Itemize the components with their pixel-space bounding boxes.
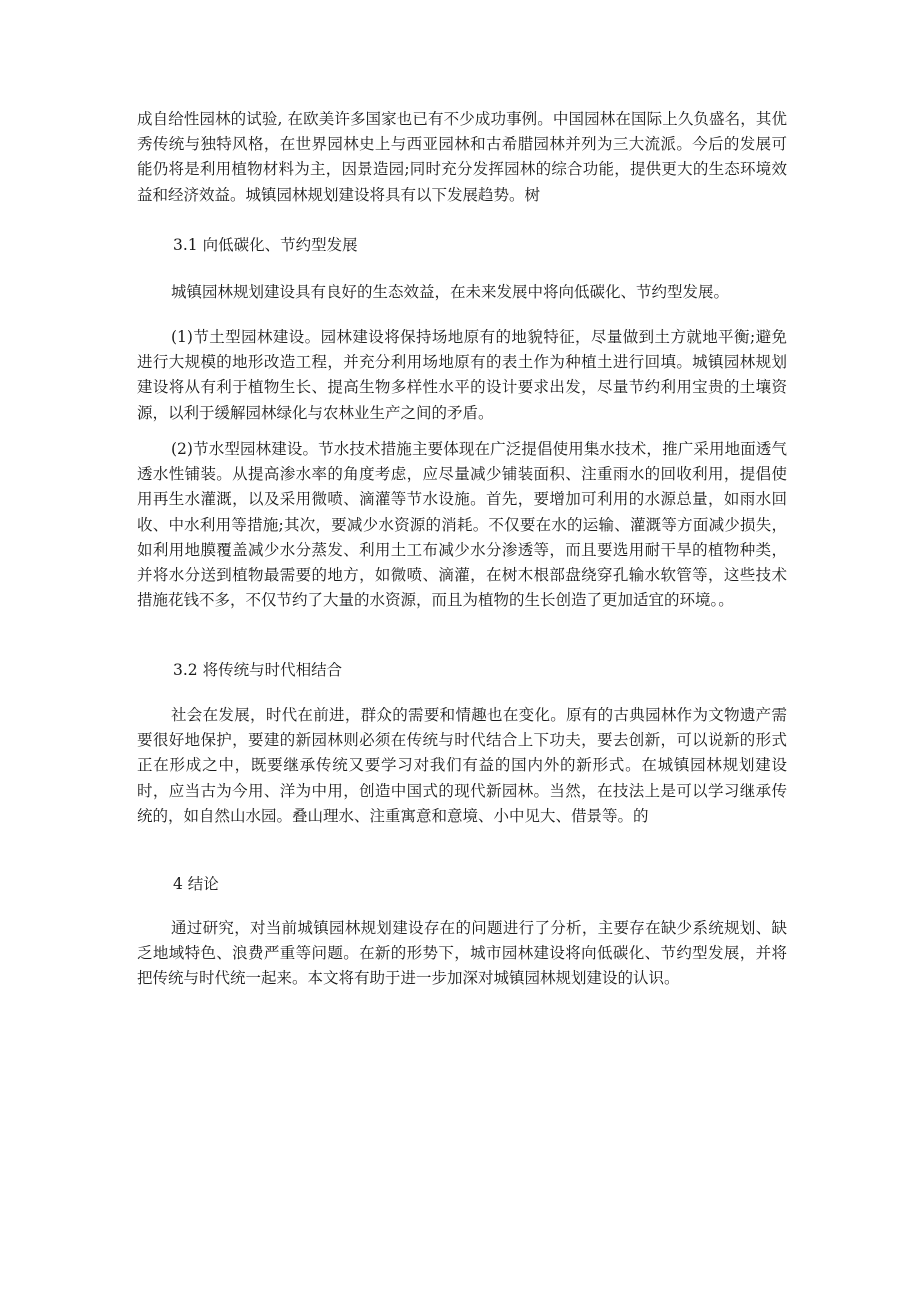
section-3-1-paragraph-1: 城镇园林规划建设具有良好的生态效益，在未来发展中将向低碳化、节约型发展。	[171, 283, 730, 301]
intro-paragraph: 成自给性园林的试验, 在欧美许多国家也已有不少成功事例。中国园林在国际上久负盛名，其优秀传统与独特风格，在世界园林史上与西亚园林和古希腊园林并列为三大流派。今后的发展可能仍将是利用植物材料为主，因景造园;同时充分发挥园林的综合功能，提供更大的生态环境效益和经济效益。城镇园林规划建设将具有以下发展趋势。树	[137, 110, 787, 204]
section-3-1-paragraph-3: (2)节水型园林建设。节水技术措施主要体现在广泛提倡使用集水技术，推广采用地面透气透水性铺装。从提高渗水率的角度考虑，应尽量减少铺装面积、注重雨水的回收利用，提倡使用再生水灌溉，以及采用微喷、滴灌等节水设施。首先，要增加可利用的水源总量，如雨水回收、中水利用等措施;其次，要减少水资源的消耗。不仅要在水的运输、灌溉等方面减少损失，如利用地膜覆盖减少水分蒸发、利用土工布减少水分渗透等，而且要选用耐干旱的植物种类，并将水分送到植物最需要的地方，如微喷、滴灌，在树木根部盘绕穿孔输水软管等，这些技术措施花钱不多，不仅节约了大量的水资源，而且为植物的生长创造了更加适宜的环境。。	[137, 440, 787, 610]
section-3-2-heading: 3.2 将传统与时代相结合	[173, 661, 343, 679]
section-4-paragraph-1: 通过研究，对当前城镇园林规划建设存在的问题进行了分析，主要存在缺少系统规划、缺乏地域特色、浪费严重等问题。在新的形势下，城市园林建设将向低碳化、节约型发展，并将把传统与时代统一起来。本文将有助于进一步加深对城镇园林规划建设的认识。	[137, 919, 787, 988]
section-3-1-paragraph-2: (1)节土型园林建设。园林建设将保持场地原有的地貌特征，尽量做到土方就地平衡;避免进行大规模的地形改造工程，并充分利用场地原有的表土作为种植土进行回填。城镇园林规划建设将从有利于植物生长、提高生物多样性水平的设计要求出发，尽量节约利用宝贵的土壤资源，以利于缓解园林绿化与农林业生产之间的矛盾。	[137, 328, 787, 422]
section-3-1-heading: 3.1 向低碳化、节约型发展	[173, 236, 358, 254]
section-3-2-paragraph-1: 社会在发展，时代在前进，群众的需要和情趣也在变化。原有的古典园林作为文物遗产需要很好地保护，要建的新园林则必须在传统与时代结合上下功夫，要去创新，可以说新的形式正在形成之中，既要继承传统又要学习对我们有益的国内外的新形式。在城镇园林规划建设时，应当古为今用、洋为中用，创造中国式的现代新园林。当然，在技法上是可以学习继承传统的，如自然山水园。叠山理水、注重寓意和意境、小中见大、借景等。的	[137, 706, 787, 825]
section-4-heading: 4 结论	[173, 875, 219, 893]
